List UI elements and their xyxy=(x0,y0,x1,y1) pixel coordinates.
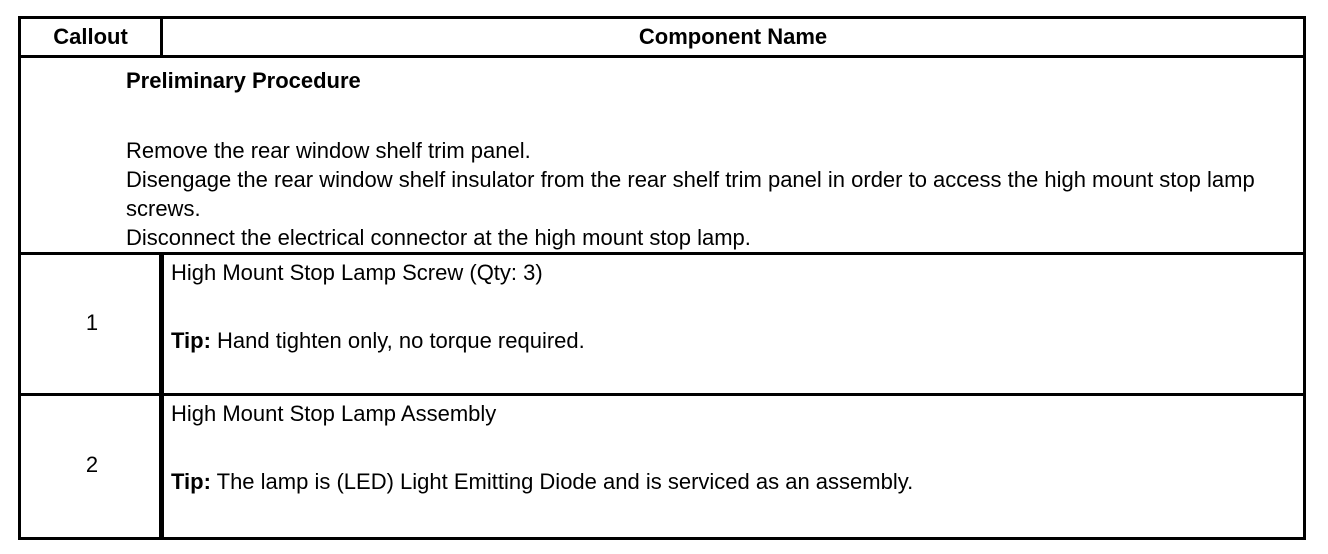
callout-cell-2 xyxy=(18,393,163,540)
procedure-table xyxy=(18,16,1306,540)
callout-column-header xyxy=(18,16,163,58)
preliminary-step: Remove the rear window shelf trim panel. xyxy=(126,138,531,163)
tip-text: The lamp is (LED) Light Emitting Diode and is serviced as an assembly. xyxy=(210,469,914,494)
component-name: High Mount Stop Lamp Screw (Qty: 3) xyxy=(171,260,543,285)
preliminary-steps xyxy=(126,136,1301,252)
component-cell-2 xyxy=(159,393,1306,540)
preliminary-procedure-title: Preliminary Procedure xyxy=(126,68,361,93)
component-name-column-header xyxy=(160,16,1306,58)
component-name: High Mount Stop Lamp Assembly xyxy=(171,401,497,426)
tip-label: Tip: xyxy=(171,328,211,353)
preliminary-step: Disengage the rear window shelf insulator from the rear shelf trim panel in order to access the high mount stop lamp screws. xyxy=(126,167,1255,221)
tip-note xyxy=(171,469,913,495)
component-name-header-label: Component Name xyxy=(638,24,828,49)
tip-label: Tip: xyxy=(171,469,211,494)
preliminary-procedure-row xyxy=(18,55,1306,255)
preliminary-step: Disconnect the electrical connector at the high mount stop lamp. xyxy=(126,225,751,250)
callout-cell-1 xyxy=(18,252,163,396)
callout-number: 1 xyxy=(85,309,99,335)
callout-header-label: Callout xyxy=(53,24,128,49)
component-cell-1 xyxy=(159,252,1306,396)
tip-note xyxy=(171,328,585,354)
callout-number: 2 xyxy=(85,452,99,477)
tip-text: Hand tighten only, no torque required. xyxy=(210,328,585,353)
